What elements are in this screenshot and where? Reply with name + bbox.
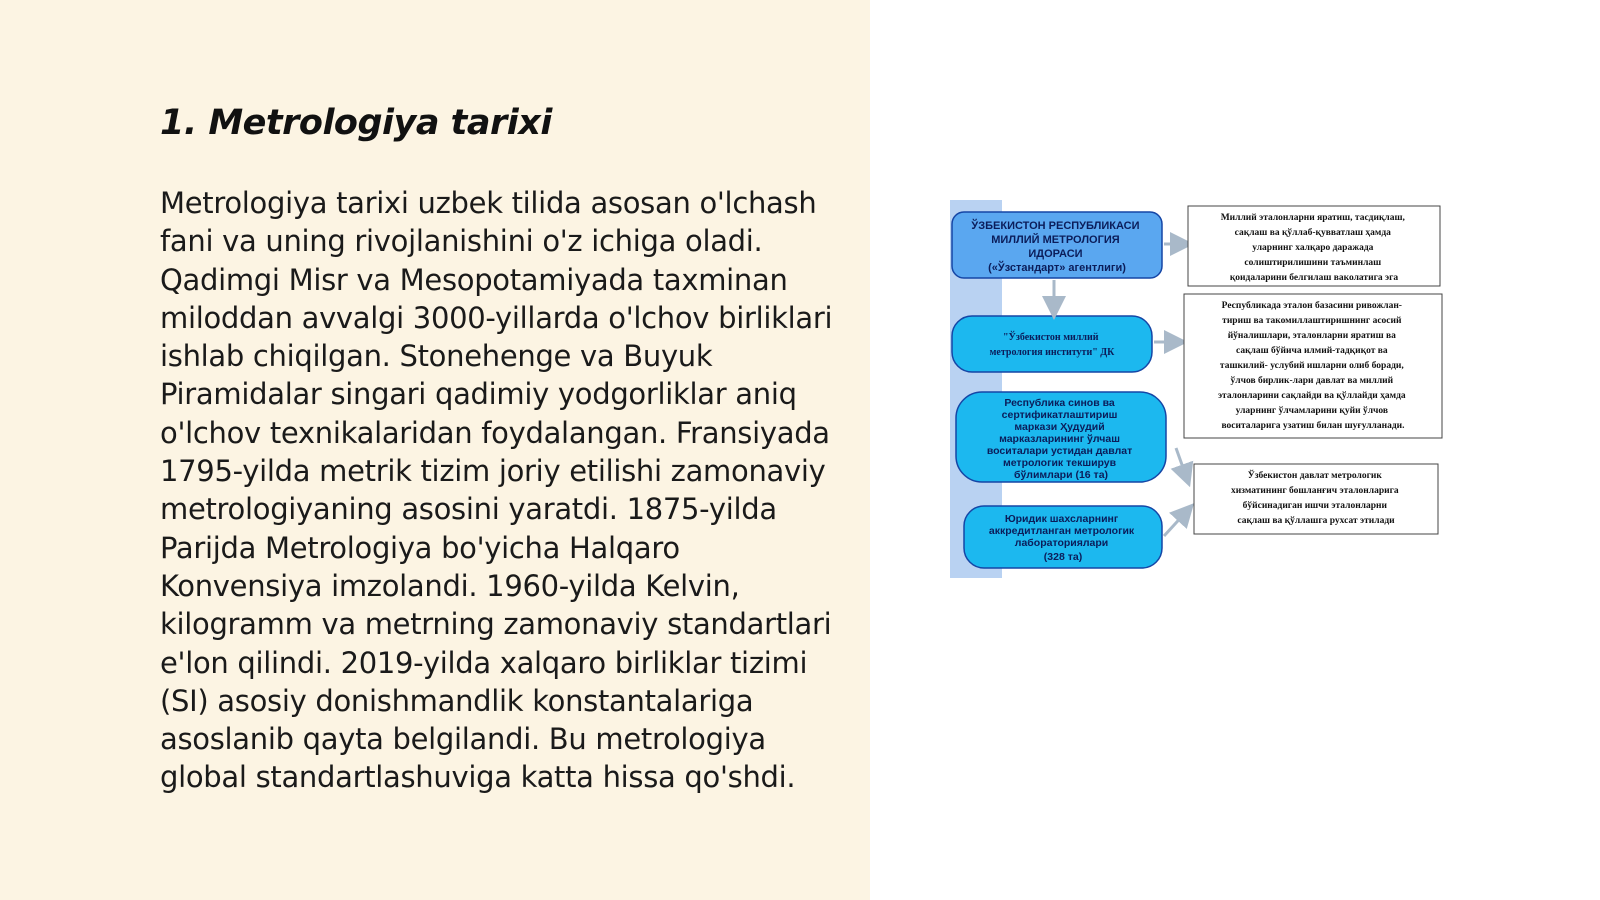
diagram-box-working-standards	[1194, 464, 1438, 534]
diagram-box-institute-duties	[1184, 294, 1442, 438]
svg-text:Миллий эталонларни яратиш, тас: Миллий эталонларни яратиш, тасдиқлаш, сақлаш ва қўллаб-қувватлаш ҳамда уларнинг халқаро даражада солиштирилишини таъминлаш қоидаларини белгилаш ваколатига эга	[1220, 213, 1405, 283]
svg-text:Республика синов ва се: Республика синов ва сертификатлаштириш маркази Ҳудудий марказларининг ўлчаш воситалари устидан давлат метрологик текширув бўлимлари (16 та)	[986, 397, 1133, 481]
metrology-structure-diagram	[950, 200, 1444, 578]
diagram-node-institute	[952, 316, 1152, 372]
diagram-node-certification-center	[956, 392, 1166, 482]
diagram-node-agency	[952, 212, 1162, 278]
diagram-node-laboratories	[964, 506, 1162, 568]
svg-text:Юридик шахсларнинг акк: Юридик шахсларнинг аккредитланган метрологик лабораториялари (328 та)	[988, 513, 1135, 563]
diagram-box-standards-authority	[1188, 206, 1440, 286]
slide-title: 1. Metrologiya tarixi	[160, 103, 552, 143]
svg-text:Республикада эталон базасини р: Республикада эталон базасини ривожлан- тириш ва такомиллаштиришнинг асосий йўналишлари, эталонларни яратиш ва сақлаш бўйича илмий-тадқиқот ва ташкилий- услубий ишларни олиб боради, ўлчов бирлик-лари давлат ва миллий эталонларини сақлайди ва қўллайди ҳамда уларнинг ўлчамларини қуйи ўлчов воситаларига узатиш билан шуғулланади.	[1217, 301, 1406, 431]
diagram-arrows	[1054, 244, 1186, 536]
slide-body-text: Metrologiya tarixi uzbek tilida asosan o'lchash fani va uning rivojlanishini o'z ichiga oladi. Qadimgi Misr va Mesopotamiyada taxminan miloddan avvalgi 3000-yillarda o'lchov birliklari ishlab chiqilgan. Stonehenge va Buyuk Piramidalar singari qadimiy yodgorliklar aniq o'lchov texnikalaridan foydalangan. Fransiyada 1795-yilda metrik tizim joriy etilishi zamonaviy metrologiyaning asosini yaratdi. 1875-yilda Parijda Metrologiya bo'yicha Halqaro Konvensiya imzolandi. 1960-yilda Kelvin, kilogramm va metrning zamonaviy standartlari e'lon qilindi. 2019-yilda xalqaro birliklar tizimi (SI) asosiy donishmandlik konstantalariga asoslanib qayta belgilandi. Bu metrologiya global standartlashuviga katta hissa qo'shdi.	[160, 186, 833, 795]
svg-text:Ўзбекистон давлат метрологик: Ўзбекистон давлат метрологик хизматининг бошланғич эталонларига бўйсинадиган ишчи эталонларни сақлаш ва қўллашга рухсат этилади	[1230, 471, 1399, 526]
svg-text:ЎЗБЕКИСТОН РЕСПУБЛИКАСИ: ЎЗБЕКИСТОН РЕСПУБЛИКАСИ МИЛЛИЙ МЕТРОЛОГИЯ ИДОРАСИ («Ўзстандарт» агентлиги)	[971, 220, 1140, 274]
svg-text:"Ўзбекистон миллий мет: "Ўзбекистон миллий метрология институти" ДК	[989, 332, 1115, 358]
